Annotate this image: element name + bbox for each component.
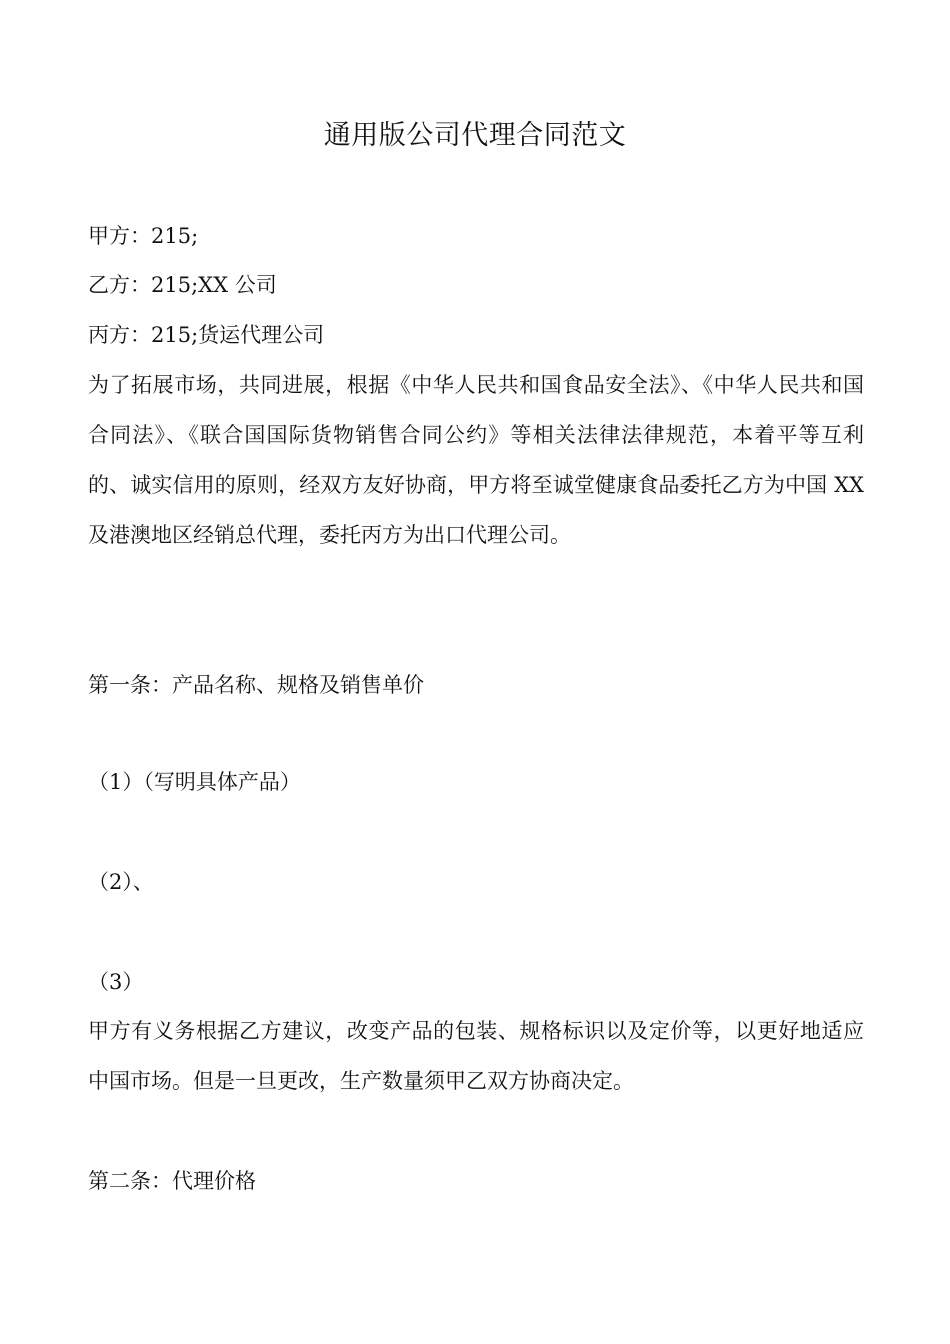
- party-c-line: 丙方：215;货运代理公司: [88, 323, 325, 347]
- party-b-line: 乙方：215;XX 公司: [88, 273, 277, 297]
- document-title: 通用版公司代理合同范文: [323, 120, 627, 151]
- article-1-item-2: （2）、: [88, 870, 154, 894]
- article-1-note-paragraph: 甲方有义务根据乙方建议，改变产品的包装、规格标识以及定价等，以更好地适应中国市场。但是一旦更改，生产数量须甲乙双方协商决定。: [88, 1019, 864, 1093]
- article-1-heading: 第一条：产品名称、规格及销售单价: [88, 673, 424, 697]
- party-a-line: 甲方：215;: [88, 224, 199, 248]
- article-2-heading: 第二条：代理价格: [88, 1169, 256, 1193]
- intro-paragraph: 为了拓展市场，共同进展，根据《中华人民共和国食品安全法》、《中华人民共和国合同法》、《联合国国际货物销售合同公约》等相关法律法律规范，本着平等互利的、诚实信用的原则，经双方友好协商，甲方将至诚堂健康食品委托乙方为中国 XX 及港澳地区经销总代理，委托丙方为出口代理公司。: [88, 373, 864, 547]
- article-1-item-3: （3）: [88, 970, 144, 994]
- article-1-item-1: （1）（写明具体产品）: [88, 770, 301, 794]
